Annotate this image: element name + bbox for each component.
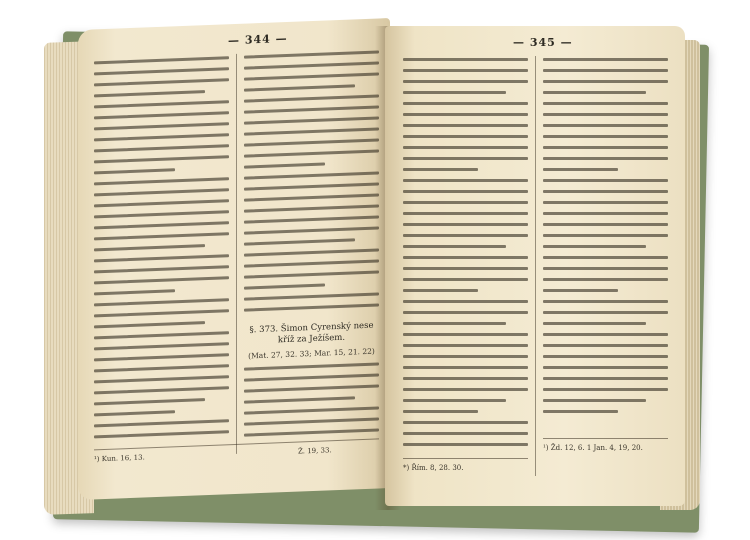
text-line xyxy=(94,265,229,273)
text-line xyxy=(543,168,618,171)
right-page-number: — 345 — xyxy=(513,36,573,49)
text-line xyxy=(403,124,528,127)
text-line xyxy=(543,267,668,270)
text-line xyxy=(403,311,528,314)
text-line xyxy=(543,377,668,380)
text-line xyxy=(543,355,668,358)
text-line xyxy=(543,322,646,325)
text-line xyxy=(543,289,618,292)
text-line xyxy=(403,432,528,435)
text-line xyxy=(94,289,175,295)
text-line xyxy=(244,384,379,392)
text-line xyxy=(543,179,668,182)
text-line xyxy=(543,212,668,215)
text-line xyxy=(94,155,229,163)
text-line xyxy=(403,355,528,358)
text-line xyxy=(94,199,229,207)
right-page xyxy=(385,26,685,506)
text-line xyxy=(403,223,528,226)
text-line xyxy=(244,149,379,157)
right-page-column-2 xyxy=(543,58,668,421)
text-line xyxy=(94,342,229,350)
text-line xyxy=(543,102,668,105)
text-line xyxy=(94,375,229,383)
text-line xyxy=(94,244,205,251)
text-line xyxy=(94,410,175,416)
text-line xyxy=(94,309,229,317)
column-divider xyxy=(535,56,536,476)
text-line xyxy=(543,91,646,94)
text-line xyxy=(403,80,528,83)
text-line xyxy=(403,267,528,270)
text-line xyxy=(94,111,229,119)
footnote-right: ¹) Žd. 12, 6. 1 Jan. 4, 19, 20. xyxy=(543,444,643,452)
text-line xyxy=(543,344,668,347)
text-line xyxy=(244,105,379,113)
text-line xyxy=(244,204,379,212)
text-line xyxy=(94,144,229,152)
text-line xyxy=(403,256,528,259)
text-line xyxy=(403,388,528,391)
text-line xyxy=(403,157,528,160)
text-line xyxy=(403,245,506,248)
text-line xyxy=(403,278,528,281)
text-line xyxy=(244,116,379,124)
text-line xyxy=(543,333,668,336)
text-line xyxy=(94,331,229,339)
text-line xyxy=(94,419,229,427)
text-line xyxy=(403,377,528,380)
text-line xyxy=(94,210,229,218)
text-line xyxy=(403,58,528,61)
text-line xyxy=(403,69,528,72)
text-line xyxy=(94,430,229,438)
text-line xyxy=(403,135,528,138)
text-line xyxy=(403,212,528,215)
text-line xyxy=(244,84,355,91)
text-line xyxy=(244,428,379,436)
text-line xyxy=(94,188,229,196)
text-line xyxy=(403,168,478,171)
text-line xyxy=(403,102,528,105)
text-line xyxy=(244,417,379,425)
text-line xyxy=(94,78,229,86)
text-line xyxy=(543,80,668,83)
text-line xyxy=(244,303,379,311)
text-line xyxy=(244,362,379,370)
left-page xyxy=(78,18,390,500)
text-line xyxy=(94,168,175,174)
text-line xyxy=(94,221,229,229)
text-line xyxy=(244,50,379,58)
text-line xyxy=(403,333,528,336)
text-line xyxy=(543,223,668,226)
text-line xyxy=(403,300,528,303)
left-page-column-1 xyxy=(94,56,229,446)
text-line xyxy=(244,61,379,69)
text-line xyxy=(94,177,229,185)
text-line xyxy=(244,215,379,223)
text-line xyxy=(543,135,668,138)
text-line xyxy=(543,245,646,248)
text-line xyxy=(94,232,229,240)
text-line xyxy=(543,311,668,314)
text-line xyxy=(543,366,668,369)
text-line xyxy=(403,146,528,149)
footnote-left: ¹) Kun. 16, 13. xyxy=(94,453,145,464)
text-line xyxy=(244,72,379,80)
text-line xyxy=(543,157,668,160)
text-line xyxy=(543,201,668,204)
text-line xyxy=(403,344,528,347)
text-line xyxy=(244,259,379,267)
text-line xyxy=(403,179,528,182)
text-line xyxy=(94,386,229,394)
text-line xyxy=(543,124,668,127)
right-page-column-1 xyxy=(403,58,528,454)
text-line xyxy=(403,289,478,292)
column-divider xyxy=(236,54,237,454)
text-line xyxy=(244,238,355,245)
text-line xyxy=(244,163,325,169)
text-line xyxy=(543,146,668,149)
text-line xyxy=(244,182,379,190)
text-line xyxy=(543,113,668,116)
text-line xyxy=(94,56,229,64)
text-line xyxy=(94,276,229,284)
text-line xyxy=(244,127,379,135)
left-page-column-2-continued xyxy=(244,362,379,444)
text-line xyxy=(403,366,528,369)
text-line xyxy=(403,113,528,116)
text-line xyxy=(94,100,229,108)
text-line xyxy=(244,94,379,102)
text-line xyxy=(94,353,229,361)
text-line xyxy=(244,292,379,300)
text-line xyxy=(244,284,325,290)
text-line xyxy=(244,406,379,414)
text-line xyxy=(403,410,478,413)
text-line xyxy=(94,298,229,306)
text-line xyxy=(403,201,528,204)
text-line xyxy=(543,69,668,72)
text-line xyxy=(94,398,205,405)
text-line xyxy=(244,138,379,146)
footnote-rule xyxy=(543,438,668,439)
text-line xyxy=(543,190,668,193)
text-line xyxy=(94,122,229,130)
text-line xyxy=(543,300,668,303)
text-line xyxy=(403,421,528,424)
section-heading: §. 373. Šimon Cyrenský nese kříž za Ježíšem. xyxy=(249,320,374,346)
text-line xyxy=(403,399,506,402)
text-line xyxy=(403,443,528,446)
text-line xyxy=(543,58,668,61)
text-line xyxy=(244,193,379,201)
text-line xyxy=(94,321,205,328)
text-line xyxy=(244,171,379,179)
text-line xyxy=(94,133,229,141)
left-page-column-2 xyxy=(244,50,379,319)
footnote-left: *) Řím. 8, 28. 30. xyxy=(403,464,464,472)
text-line xyxy=(543,388,668,391)
text-line xyxy=(94,67,229,75)
text-line xyxy=(403,234,528,237)
text-line xyxy=(244,248,379,256)
text-line xyxy=(94,364,229,372)
text-line xyxy=(403,190,528,193)
footnote-rule xyxy=(403,458,528,459)
text-line xyxy=(94,90,205,97)
text-line xyxy=(403,322,506,325)
section-reference: (Mat. 27, 32. 33; Mar. 15, 21. 22) xyxy=(248,346,375,361)
left-page-number: — 344 — xyxy=(228,31,288,48)
text-line xyxy=(403,91,506,94)
text-line xyxy=(543,256,668,259)
text-line xyxy=(543,234,668,237)
text-line xyxy=(94,254,229,262)
text-line xyxy=(244,396,355,403)
text-line xyxy=(244,373,379,381)
text-line xyxy=(543,399,646,402)
text-line xyxy=(244,270,379,278)
text-line xyxy=(244,226,379,234)
text-line xyxy=(543,278,668,281)
footnote-right: Ž. 19, 33. xyxy=(298,446,332,456)
text-line xyxy=(543,410,618,413)
